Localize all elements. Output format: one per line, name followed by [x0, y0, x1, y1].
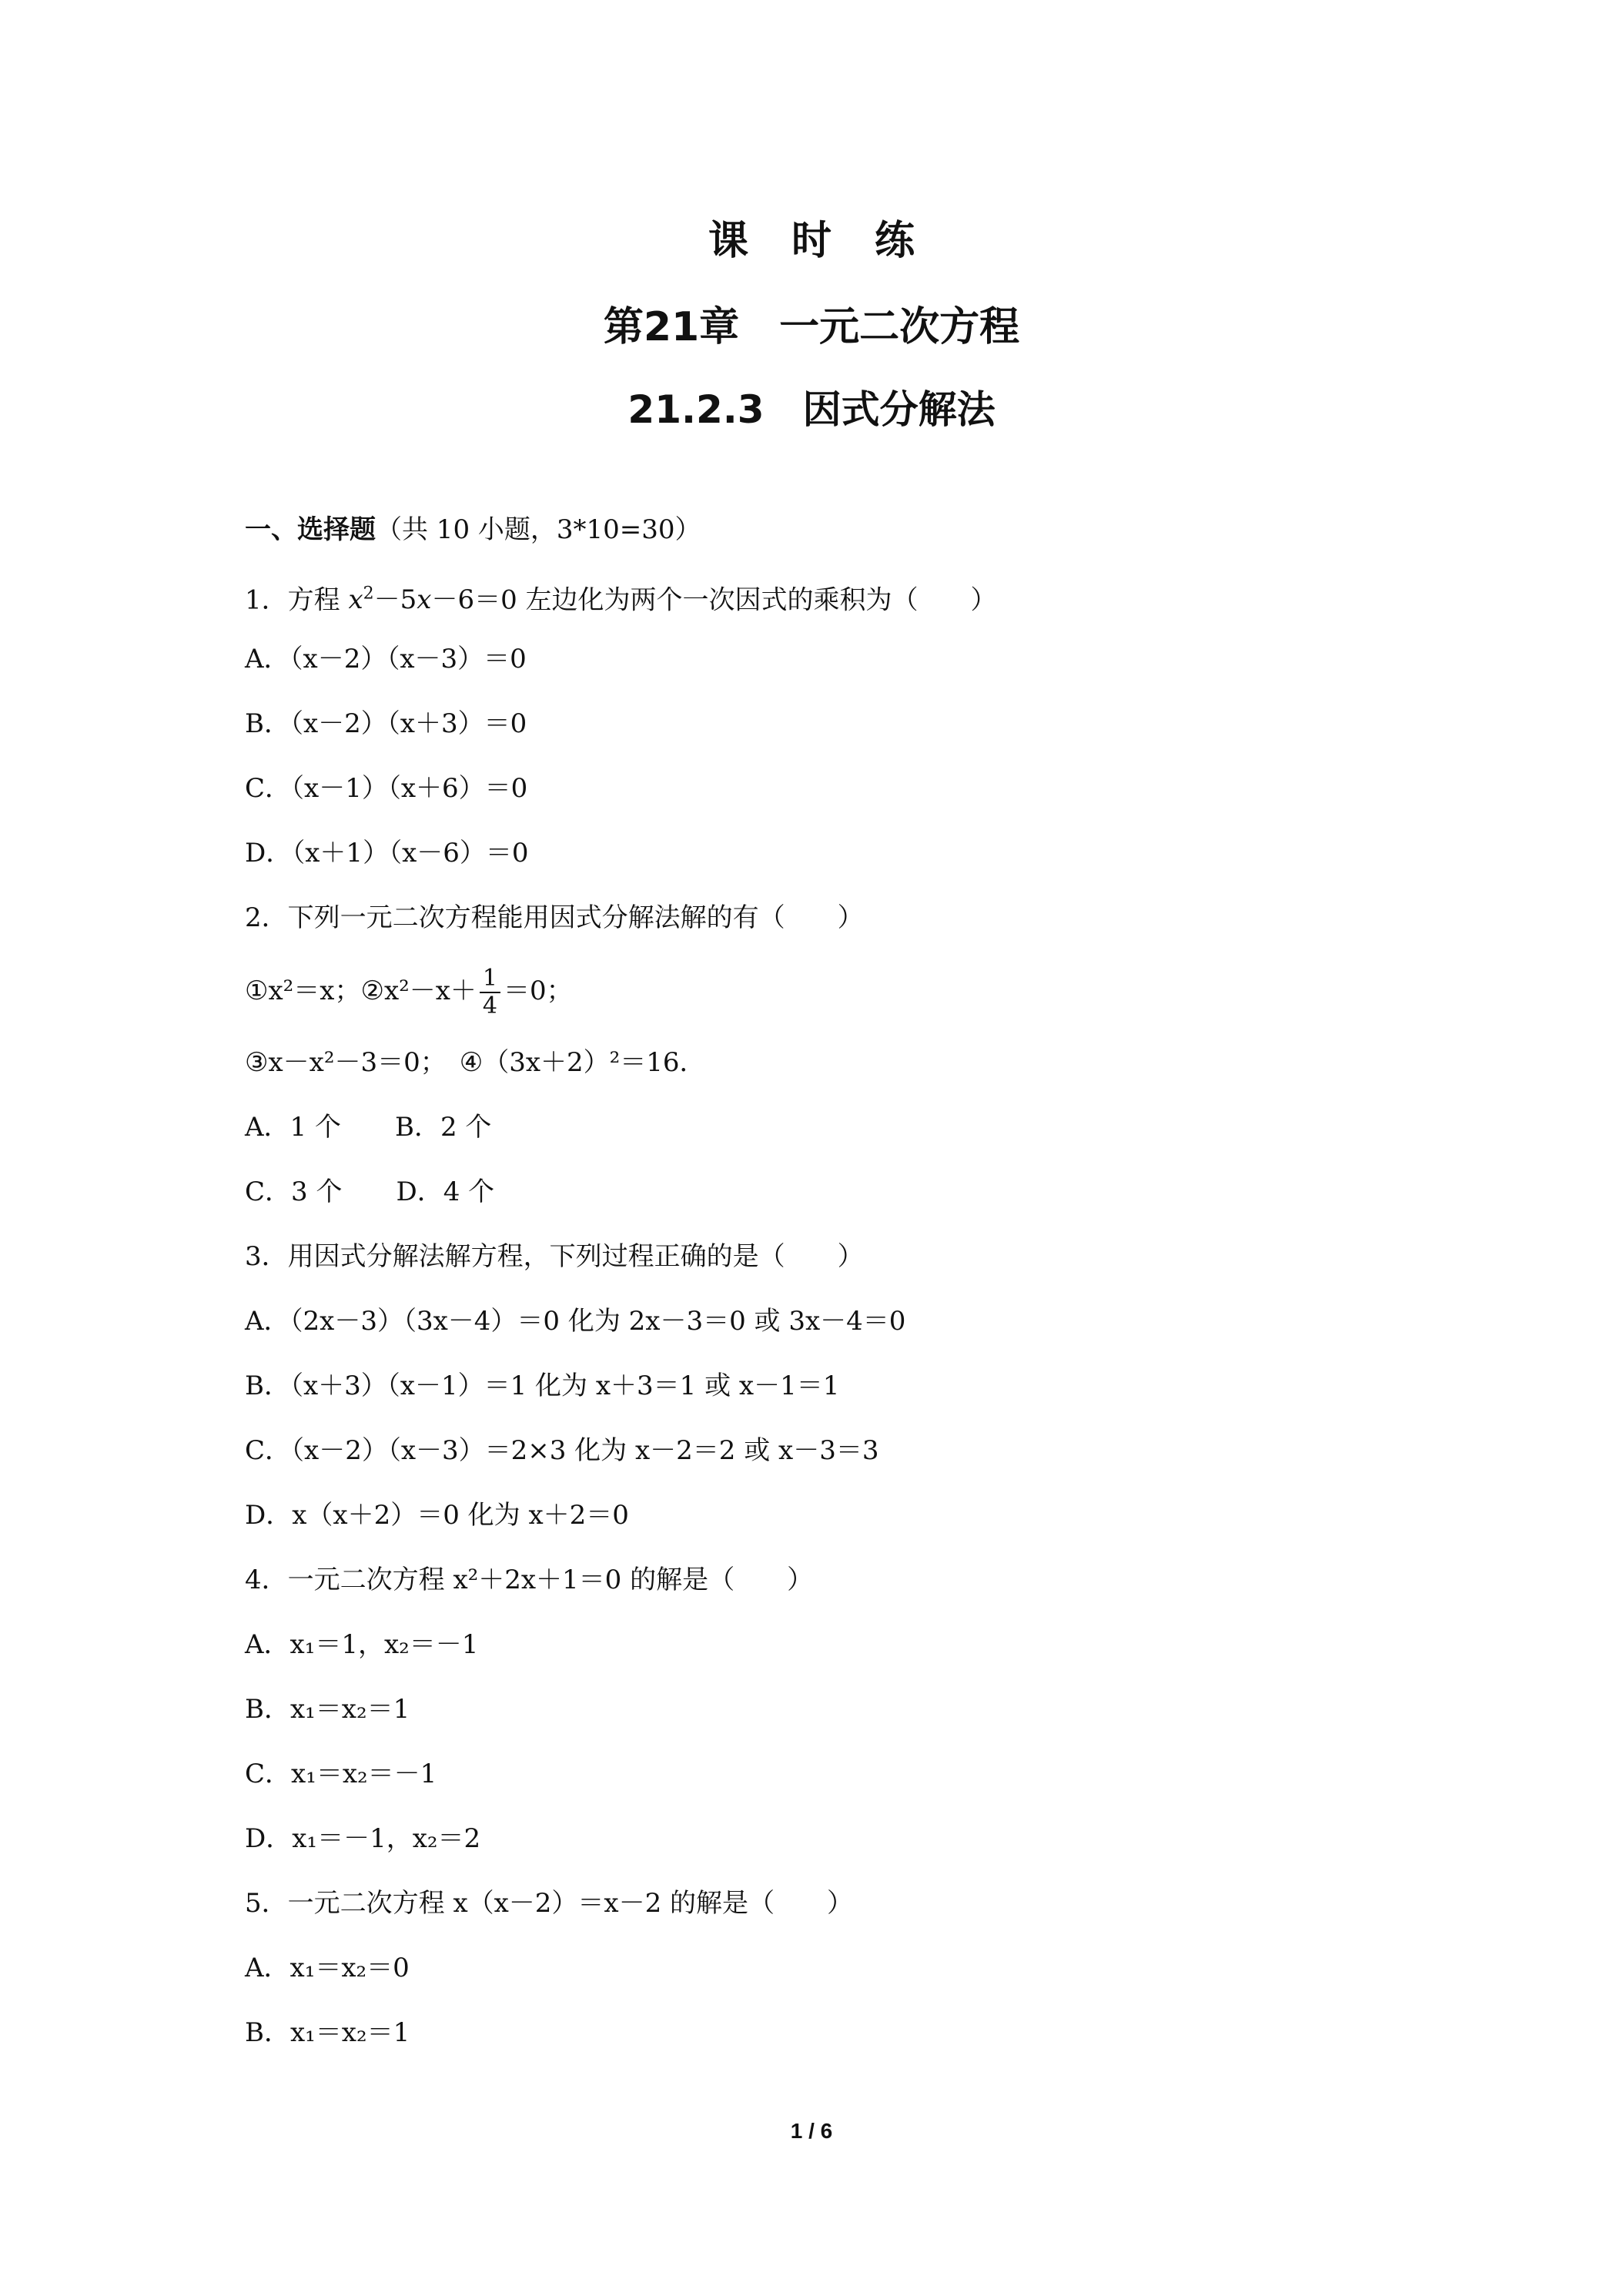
question-1-option-b: B．（x－2）（x＋3）＝0: [245, 708, 527, 739]
fraction-numerator: 1: [480, 966, 500, 993]
question-5-stem: 5．一元二次方程 x（x－2）＝x－2 的解是（ ）: [245, 1888, 854, 1919]
question-2-stem: 2．下列一元二次方程能用因式分解法解的有（ ）: [245, 902, 864, 933]
question-3-option-d: D．x（x＋2）＝0 化为 x＋2＝0: [245, 1500, 629, 1531]
question-2-equations-2: ③x－x²－3＝0； ④（3x＋2）²＝16．: [245, 1047, 706, 1078]
section-title: 21.2.3 因式分解法: [627, 387, 996, 432]
part-heading: [245, 513, 1415, 547]
question-1-option-d: D．（x＋1）（x－6）＝0: [245, 838, 529, 869]
question-4-option-c: C．x₁＝x₂＝－1: [245, 1759, 437, 1789]
question-4-option-b: B．x₁＝x₂＝1: [245, 1694, 410, 1725]
question-2-options-ab: [245, 1110, 1415, 1144]
question-1-prefix: 1．方程: [245, 584, 349, 616]
question-3-option-c: C．（x－2）（x－3）＝2×3 化为 x－2＝2 或 x－3＝3: [245, 1435, 879, 1466]
chapter-title: 第21章 一元二次方程: [603, 304, 1020, 350]
question-1-stem: [245, 577, 1415, 617]
question-2-options-cd: [245, 1175, 1415, 1209]
doc-title: 课时练: [708, 218, 958, 264]
page-number: 1 / 6: [790, 2119, 833, 2143]
question-2-equations-1: [245, 966, 1415, 1019]
question-4-stem: 4．一元二次方程 x²＋2x＋1＝0 的解是（ ）: [245, 1565, 814, 1595]
question-1-suffix: ＝0 左边化为两个一次因式的乘积为（ ）: [474, 584, 997, 616]
question-3-stem: 3．用因式分解法解方程，下列过程正确的是（ ）: [245, 1241, 864, 1272]
question-4-option-d: D．x₁＝－1，x₂＝2: [245, 1823, 481, 1854]
question-3-option-a: A．（2x－3）（3x－4）＝0 化为 2x－3＝0 或 3x－4＝0: [245, 1306, 906, 1337]
question-2-eq1-end: ＝0；: [504, 976, 573, 1006]
question-3-option-b: B．（x＋3）（x－1）＝1 化为 x＋3＝1 或 x－1＝1: [245, 1371, 840, 1401]
question-5-option-b: B．x₁＝x₂＝1: [245, 2017, 410, 2048]
question-2-option-d: D．4 个: [396, 1176, 495, 1207]
question-1-equation: $x^2-5x-6$: [348, 584, 475, 616]
question-4-option-a: A．x₁＝1，x₂＝－1: [245, 1629, 479, 1660]
question-2-option-c: C．3 个: [245, 1176, 343, 1207]
question-2-option-b: B．2 个: [395, 1112, 492, 1143]
fraction-denominator: 4: [482, 992, 498, 1019]
question-1-option-c: C．（x－1）（x＋6）＝0: [245, 773, 528, 804]
question-1-option-a: A．（x－2）（x－3）＝0: [245, 644, 527, 674]
fraction: [480, 966, 500, 1019]
question-5-option-a: A．x₁＝x₂＝0: [245, 1953, 410, 1983]
question-2-eq1: ①x²＝x；②x²－x＋: [245, 976, 477, 1006]
part-heading-note: （共 10 小题，3*10=30）: [376, 514, 701, 545]
question-2-option-a: A．1 个: [245, 1112, 341, 1143]
part-heading-label: 一、选择题: [245, 514, 376, 545]
